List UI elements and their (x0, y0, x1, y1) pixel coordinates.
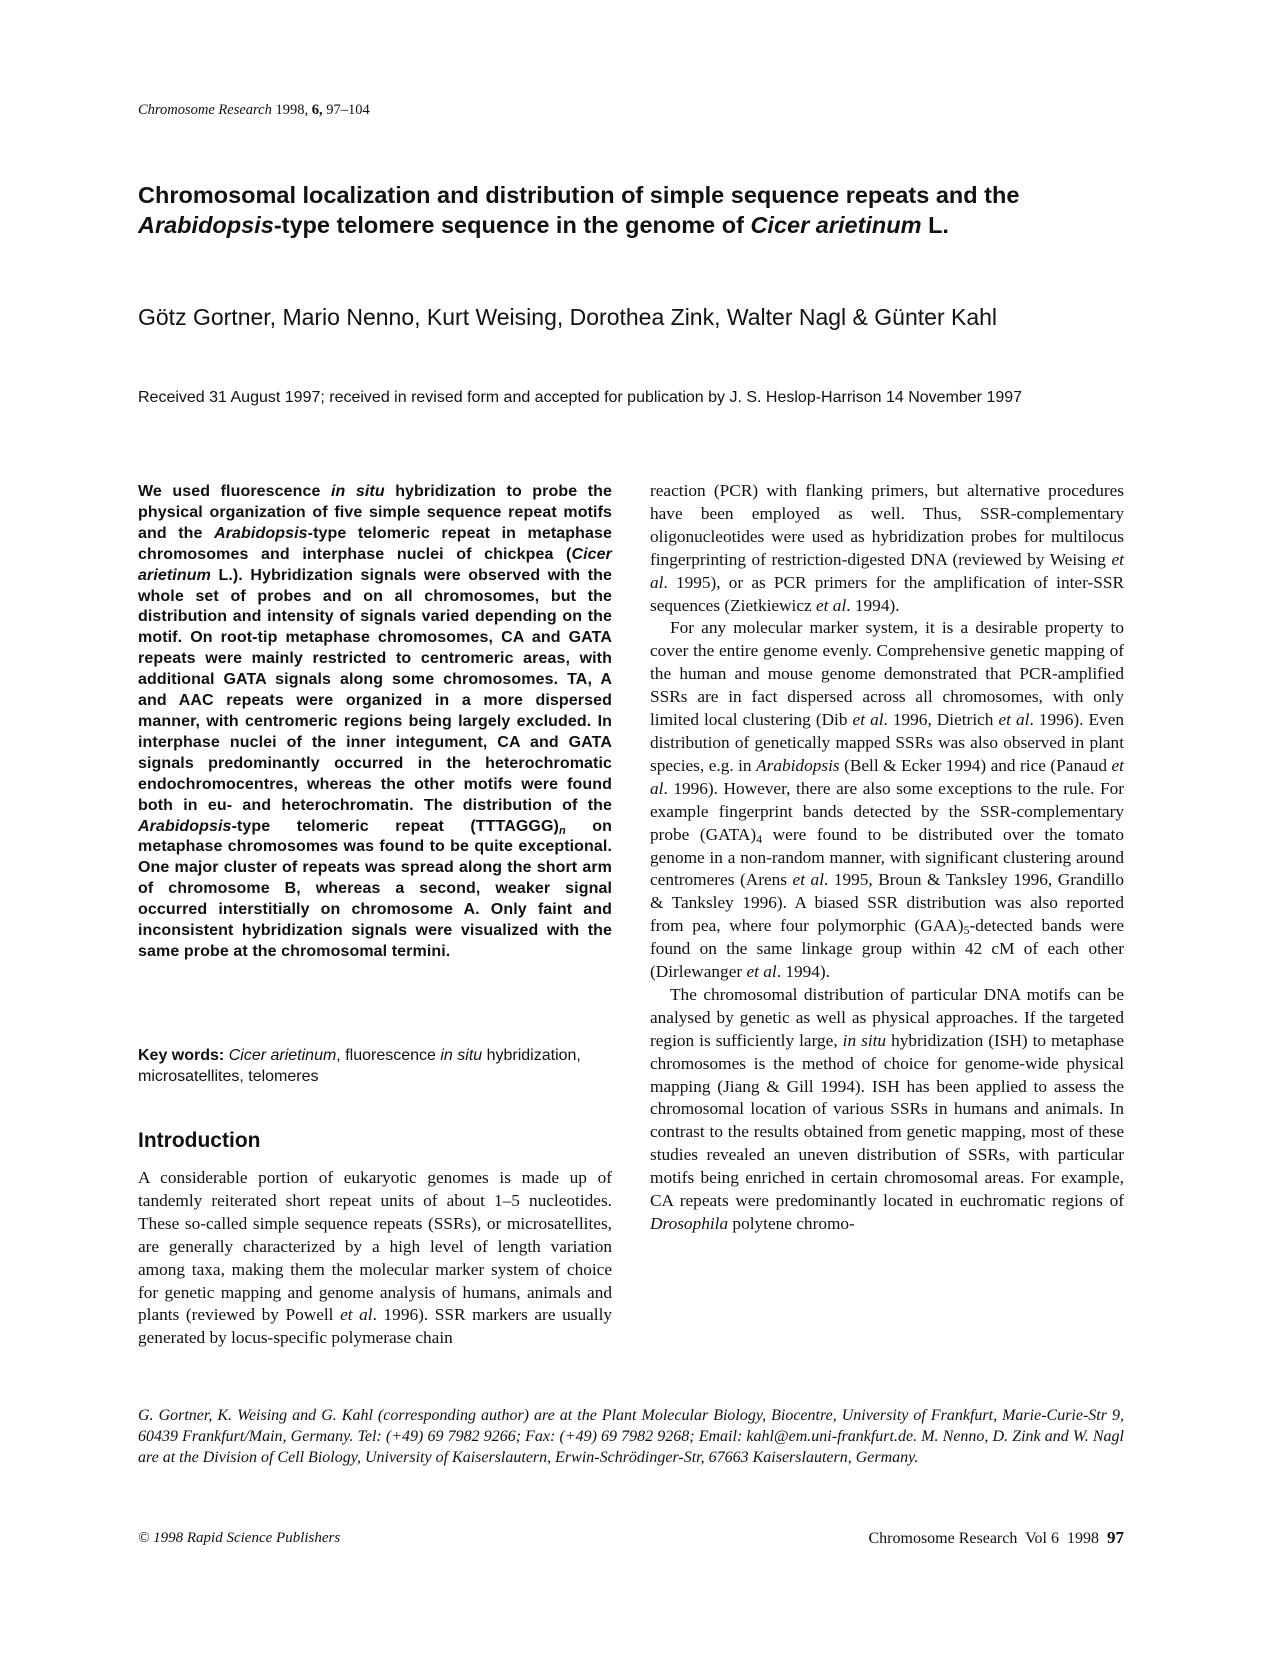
paragraph: The chromosomal distribution of particular DNA motifs can be analysed by genetic as well as physical approaches. If the targeted region is sufficiently large, in situ hybridization (ISH) to metaphase chromosomes is the method of choice for genome-wide physical mapping (Jiang & Gill 1994). ISH has been applied to assess the chromosomal location of various SSRs in humans and animals. In contrast to the results obtained from genetic mapping, most of these studies revealed an uneven distribution of SSRs, with particular motifs being enriched in certain chromosomal areas. For example, CA repeats were predominantly located in euchromatic regions of Drosophila polytene chromo- (650, 984, 1124, 1233)
journal-pages: 97–104 (326, 102, 370, 118)
journal-volume: 6, (311, 102, 323, 118)
keywords-label: Key words: (138, 1047, 225, 1064)
article-title (138, 180, 1038, 240)
received-dates: Received 31 August 1997; received in revised form and accepted for publication by J. S. Heslop-Harrison 14 November 1997 (138, 389, 1023, 406)
journal-year: 1998, (275, 102, 309, 118)
paragraph: reaction (PCR) with flanking primers, but alternative procedures have been employed as well. Thus, SSR-complementary oligonucleotides were used as hybridization probes for multilocus fingerprinting of restriction-digested DNA (reviewed by Weising et al. 1995), or as PCR primers for the amplification of inter-SSR sequences (Zietkiewicz et al. 1994). (650, 481, 1124, 615)
title-italic-2: Cicer arietinum (750, 212, 922, 238)
journal-citation (138, 102, 370, 119)
paragraph: For any molecular marker system, it is a desirable property to cover the entire genome evenly. Comprehensive genetic mapping of the human and mouse genome demonstrated that PCR-amplified SSRs are in fact dispersed across all chromosomes, with only limited local clustering (Dib et al. 1996, Dietrich et al. 1996). Even distribution of genetically mapped SSRs was also observed in plant species, e.g. in Arabidopsis (Bell & Ecker 1994) and rice (Panaud et al. 1996). However, there are also some exceptions to the rule. For example fingerprint bands detected by the SSR-complementary probe $(GATA)_4$ were found to be distributed over the tomato genome in a non-random manner, with significant clustering around centromeres (Arens et al. 1995, Broun & Tanksley 1996, Grandillo & Tanksley 1996). A biased SSR distribution was also reported from pea, where four polymorphic $(GAA)_5$-detected bands were found on the same linkage group within 42 cM of each other (Dirlewanger et al. 1994). (650, 618, 1125, 982)
paragraph: A considerable portion of eukaryotic genomes is made up of tandemly reiterated short repeat units of about 1–5 nucleotides. These so-called simple sequence repeats (SSRs), or microsatellites, are generally characterized by a high level of length variation among taxa, making them the molecular marker system of choice for genetic mapping and genome analysis of humans, animals and plants (reviewed by Powell et al. 1996). SSR markers are usually generated by locus-specific polymerase chain (138, 1168, 613, 1348)
copyright-notice: © 1998 Rapid Science Publishers (138, 1530, 341, 1546)
abstract: We used fluorescence in situ hybridization to probe the physical organization of five simple sequence repeat motifs and the Arabidopsis-type telomeric repeat in metaphase chromosomes and interphase nuclei of chickpea (Cicer arietinum L.). Hybridization signals were observed with the whole set of probes and on all chromosomes, but the distribution and intensity of signals varied depending on the motif. On root-tip metaphase chromosomes, CA and GATA repeats were mainly restricted to centromeric areas, with additional GATA signals along some chromosomes. TA, A and AAC repeats were organized in a more dispersed manner, with centromeric regions being largely excluded. In interphase nuclei of the inner integument, CA and GATA signals predominantly occurred in the heterochromatic endochromocentres, whereas the other motifs were found both in eu- and heterochromatin. The distribution of the Arabidopsis-type telomeric repeat $(TTTAGGG)_n$ on metaphase chromosomes was found to be quite exceptional. One major cluster of repeats was spread along the short arm of chromosome B, whereas a second, weaker signal occurred interstitially on chromosome A. Only faint and inconsistent hybridization signals were visualized with the same probe at the chromosomal termini. (138, 483, 612, 960)
footer-journal-info: Chromosome Research Vol 6 1998 (868, 1530, 1099, 1547)
author-affiliations-footnote: G. Gortner, K. Weising and G. Kahl (corresponding author) are at the Plant Molecular Biology, Biocentre, University of Frankfurt, Marie-Curie-Str 9, 60439 Frankfurt/Main, Germany. Tel: (+49) 69 7982 9266; Fax: (+49) 69 7982 9268; Email: kahl@em.uni-frankfurt.de. M. Nenno, D. Zink and W. Nagl are at the Division of Cell Biology, University of Kaiserslautern, Erwin-Schrödinger-Str, 67663 Kaiserslautern, Germany. (138, 1407, 1124, 1466)
title-text-1: Chromosomal localization and distribution of simple sequence repeats and the (138, 182, 1020, 208)
author-list: Götz Gortner, Mario Nenno, Kurt Weising, Dorothea Zink, Walter Nagl & Günter Kahl (138, 304, 998, 330)
section-heading-introduction: Introduction (138, 1129, 261, 1152)
journal-name: Chromosome Research (138, 102, 272, 118)
title-text-3: L. (921, 212, 949, 238)
page-number: 97 (1107, 1528, 1124, 1547)
title-italic-1: Arabidopsis (138, 212, 274, 238)
title-text-2: -type telomere sequence in the genome of (273, 212, 751, 238)
right-column (650, 480, 1124, 1236)
introduction-body (138, 1167, 612, 1350)
keywords: Key words: Cicer arietinum, fluorescence in situ hybridization, microsatellites, telomeres (138, 1047, 581, 1085)
page-footer (869, 1528, 1125, 1548)
